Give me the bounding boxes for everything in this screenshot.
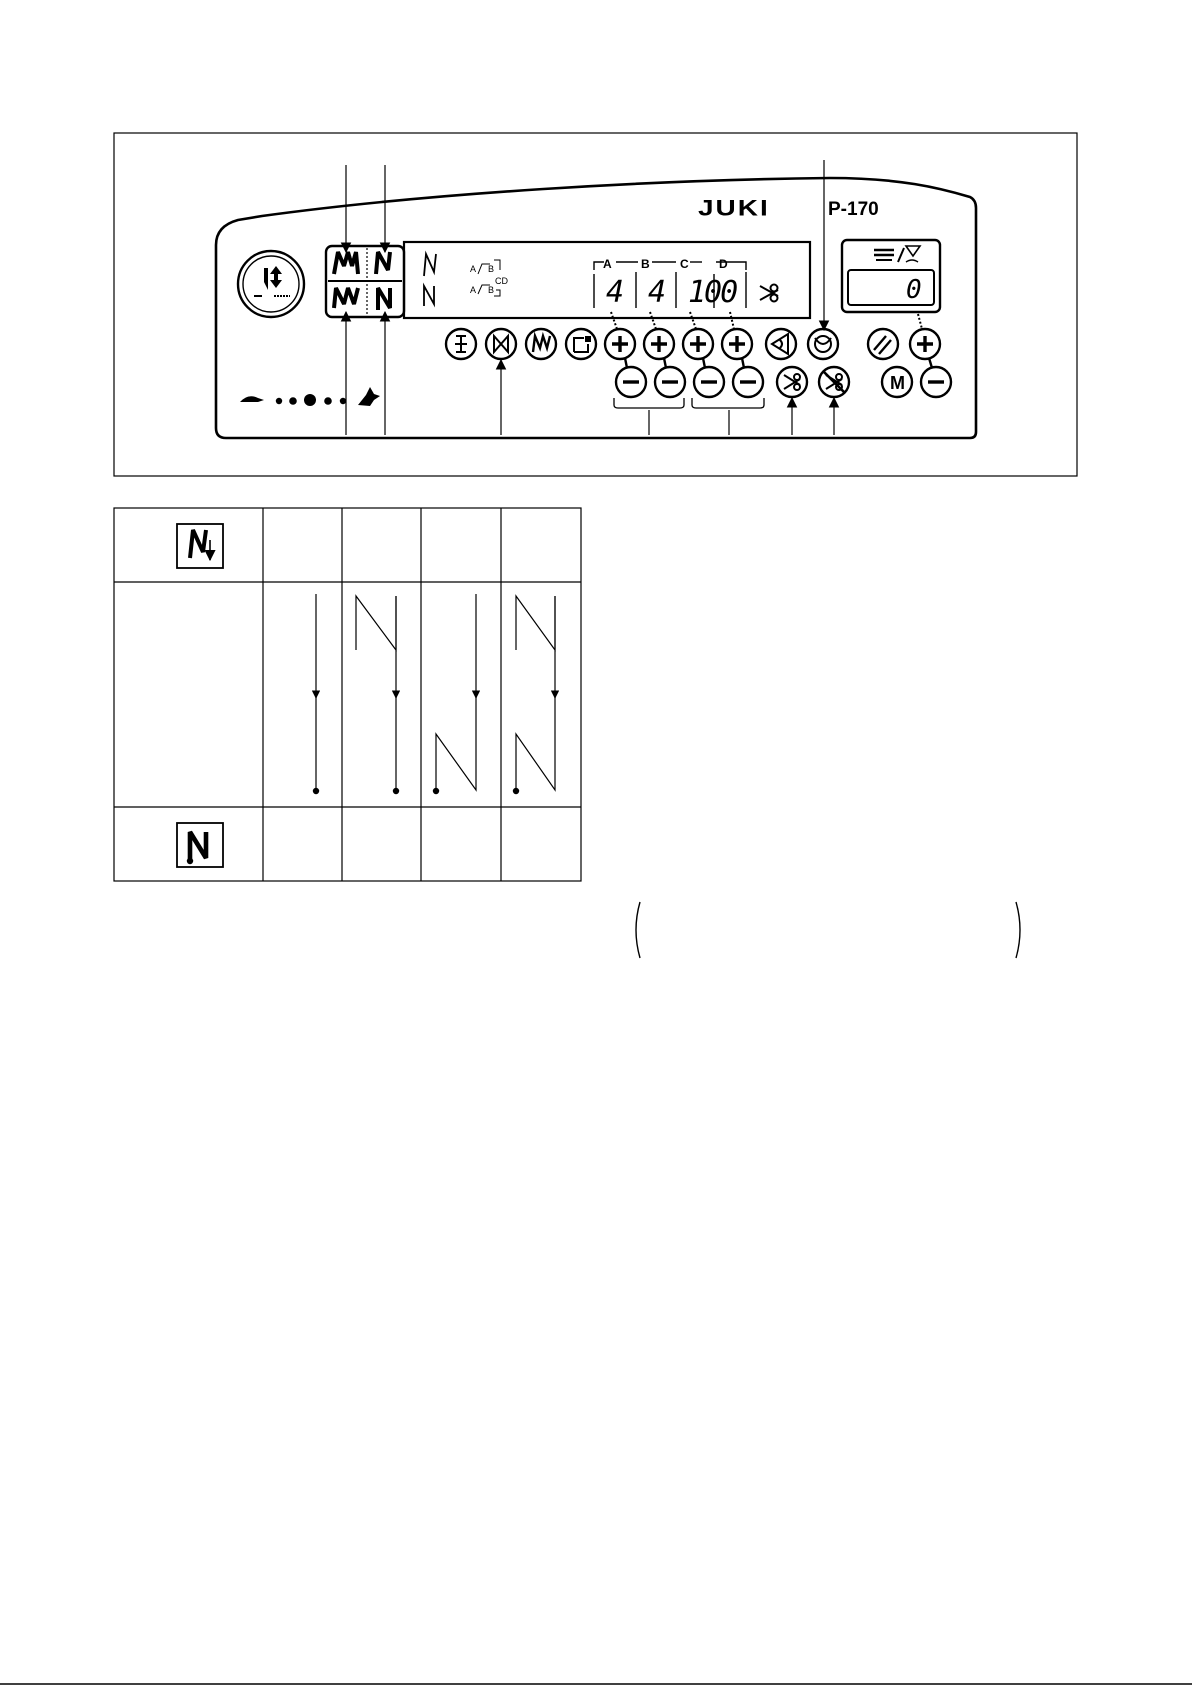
auto-back-tack-icon	[494, 336, 508, 352]
plus-button-d[interactable]	[722, 329, 752, 359]
minus-button-d[interactable]	[733, 367, 763, 397]
minus-button-a[interactable]	[616, 367, 646, 397]
auto-back-tack-button[interactable]	[486, 329, 516, 359]
segment-label-d: D	[719, 257, 728, 271]
plus-button-b[interactable]	[644, 329, 674, 359]
end-back-tack-double-button[interactable]	[334, 288, 358, 308]
speed-dot	[289, 397, 297, 405]
speed-fast-icon	[358, 387, 380, 406]
counter-minus-button[interactable]	[921, 367, 951, 397]
lcd-thread-trim-icon	[760, 285, 778, 302]
note-close-parenthesis	[1016, 902, 1020, 958]
legend-cd: CD	[495, 276, 508, 286]
note-open-parenthesis	[636, 902, 640, 958]
counter-icon	[874, 246, 920, 262]
lcd-end-pattern-icon	[424, 286, 434, 306]
legend-top-a: A	[470, 264, 477, 274]
speed-dot	[304, 394, 316, 406]
display-value-b: 4	[648, 275, 667, 310]
group-bracket-ab	[614, 398, 684, 408]
start-back-tack-single-icon	[376, 252, 390, 274]
plus-button-c[interactable]	[683, 329, 713, 359]
table-start-back-tack-icon	[177, 524, 223, 568]
overlap-sewing-button[interactable]	[566, 329, 596, 359]
minus-button-b[interactable]	[655, 367, 685, 397]
legend-top-b: B	[488, 264, 495, 274]
end-back-tack-single-icon	[378, 288, 390, 310]
table-end-back-tack-icon	[177, 823, 223, 867]
thread-trim-button[interactable]	[777, 367, 807, 397]
stitch-pattern-1	[313, 594, 318, 794]
m-button[interactable]	[882, 367, 912, 397]
one-shot-icon	[455, 336, 467, 352]
legend-bottom-a: A	[470, 285, 477, 295]
connector-dots	[611, 312, 922, 329]
wiper-icon	[772, 334, 788, 354]
needle-up-down-button[interactable]	[238, 251, 304, 317]
end-back-tack-double-icon	[334, 288, 358, 308]
pattern-sewing-icon	[533, 336, 550, 352]
plus-icon	[690, 336, 706, 352]
counter-plus-button[interactable]	[910, 329, 940, 359]
thread-trim-prohibit-icon	[824, 372, 844, 392]
needle-up-down-icon	[254, 266, 290, 296]
brand-logo: JUKI	[698, 196, 770, 221]
plus-icon	[651, 336, 667, 352]
reset-icon	[874, 336, 891, 354]
segment-label-a: A	[603, 257, 612, 271]
lcd-start-pattern-icon	[424, 254, 436, 276]
one-shot-button[interactable]	[446, 329, 476, 359]
plus-icon	[612, 336, 628, 352]
minus-button-c[interactable]	[694, 367, 724, 397]
speed-slow-icon	[240, 396, 264, 402]
speed-dot	[324, 397, 332, 405]
back-tack-pattern-table	[114, 508, 581, 881]
group-bracket-cd	[692, 398, 764, 408]
segment-label-c: C	[680, 257, 689, 271]
start-back-tack-double-icon	[334, 252, 358, 274]
start-back-tack-single-button[interactable]	[376, 252, 390, 274]
back-tack-legend	[470, 260, 508, 296]
plus-icon	[917, 336, 933, 352]
speed-dot	[276, 398, 282, 404]
stitch-pattern-2	[356, 596, 399, 794]
reset-button[interactable]	[868, 329, 898, 359]
segment-label-b: B	[641, 257, 650, 271]
stitch-pattern-4	[513, 596, 555, 794]
model-name: P-170	[828, 199, 879, 220]
display-value-a: 4	[606, 275, 625, 310]
speed-dot	[340, 398, 346, 404]
wiper-button[interactable]	[766, 329, 796, 359]
speed-indicator	[240, 387, 380, 406]
end-back-tack-single-button[interactable]	[378, 288, 390, 310]
m-button-label: M	[890, 373, 905, 393]
plus-button-a[interactable]	[605, 329, 635, 359]
pattern-sewing-button[interactable]	[526, 329, 556, 359]
counter-value: 0	[906, 275, 922, 305]
thread-trim-prohibit-button[interactable]	[819, 367, 849, 397]
start-back-tack-double-button[interactable]	[334, 252, 358, 274]
stitch-pattern-3	[433, 594, 476, 794]
plus-icon	[729, 336, 745, 352]
thread-trim-icon	[784, 374, 800, 390]
display-value-d: 100	[688, 275, 737, 310]
presser-foot-button[interactable]	[808, 329, 838, 359]
legend-bottom-b: B	[488, 285, 495, 295]
